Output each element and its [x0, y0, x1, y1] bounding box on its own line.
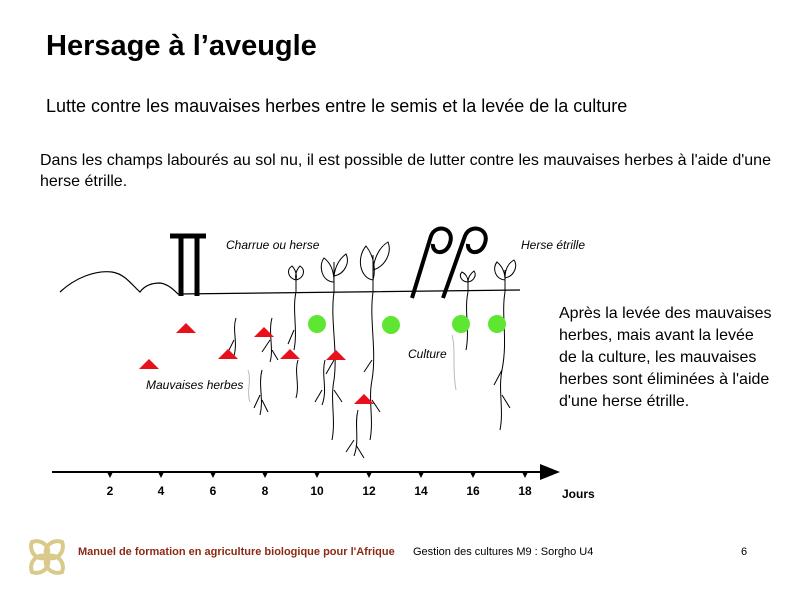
seedling-2 [321, 254, 347, 292]
axis-tick-label: 2 [106, 484, 114, 498]
crop-seed [308, 315, 326, 333]
footer-manual-title: Manuel de formation en agriculture biologique pour l'Afrique [78, 546, 395, 558]
culture-label: Culture [408, 347, 447, 361]
axis-tick-label: 10 [310, 484, 324, 498]
axis-tick-label: 8 [261, 484, 269, 498]
axis-unit-label: Jours [562, 487, 595, 501]
seedling-5 [460, 271, 475, 292]
footer-module: Gestion des cultures M9 : Sorgho U4 [413, 546, 594, 558]
slide-title: Hersage à l’aveugle [46, 30, 317, 62]
intro-text: Dans les champs labourés au sol nu, il est possible de lutter contre les mauvaises herbes à l'aide d'une herse étrille. [40, 152, 771, 190]
harrow-label: Herse étrille [521, 238, 586, 252]
weeds-label: Mauvaises herbes [146, 378, 244, 392]
axis-tick-label: 14 [414, 484, 428, 498]
seedling-4 [495, 260, 516, 292]
seedling-1 [289, 266, 304, 292]
page-number: 6 [741, 546, 748, 558]
axis-tick-label: 12 [362, 484, 376, 498]
seedling-3 [360, 242, 389, 292]
tine-harrow-icon [412, 229, 486, 298]
time-axis [52, 464, 560, 480]
plant-roots [228, 292, 510, 458]
slide-subtitle: Lutte contre les mauvaises herbes entre le semis et la levée de la culture [46, 96, 628, 116]
axis-tick-label: 6 [209, 484, 217, 498]
weed-triangle [139, 359, 159, 369]
crop-seed [488, 315, 506, 333]
axis-arrow-icon [540, 464, 560, 480]
crop-markers [308, 315, 506, 334]
crop-seed [452, 315, 470, 333]
axis-tick-label: 16 [466, 484, 480, 498]
plough-icon [170, 236, 206, 296]
weed-triangle [326, 350, 346, 360]
weed-triangle [176, 323, 196, 333]
plough-label: Charrue ou herse [226, 238, 320, 252]
axis-tick-label: 18 [518, 484, 532, 498]
crop-seed [382, 316, 400, 334]
weed-triangle [280, 349, 300, 359]
axis-tick-label: 4 [157, 484, 165, 498]
side-note: Après la levée des mauvaises herbes, mais avant la levée de la culture, les mauvaises herbes sont éliminées à l'aide d'une herse étrille. [559, 305, 772, 410]
knot-logo-icon [24, 534, 70, 580]
